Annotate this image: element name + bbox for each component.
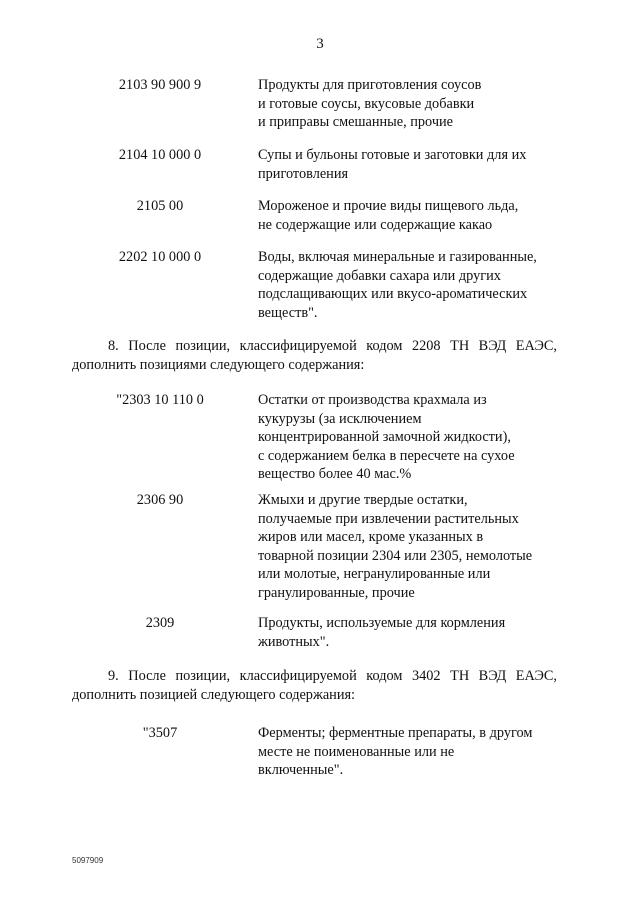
tariff-description: [258, 724, 578, 780]
description-line: подслащивающих или вкусо-ароматических: [258, 286, 528, 302]
description-line: включенные".: [258, 762, 344, 778]
tariff-code: "3507: [142, 725, 178, 741]
description-line: Супы и бульоны готовые и заготовки для их: [258, 147, 527, 163]
description-line: Ферменты; ферментные препараты, в другом: [258, 725, 533, 741]
description-line: получаемые при извлечении растительных: [258, 510, 519, 527]
description-line: Мороженое и прочие виды пищевого льда,: [258, 198, 519, 214]
tariff-description: [258, 76, 578, 132]
description-line: веществ".: [258, 304, 318, 321]
tariff-code: 2309: [145, 615, 175, 631]
description-line: приготовления: [258, 165, 349, 182]
description-line: кукурузы (за исключением: [258, 410, 422, 427]
description-line: не содержащие или содержащие какао: [258, 216, 493, 233]
description-line: Продукты для приготовления соусов: [258, 77, 482, 93]
tariff-description: [258, 614, 578, 651]
description-line: гранулированные, прочие: [258, 584, 415, 601]
tariff-description: [258, 197, 578, 234]
description-line: содержащие добавки сахара или других: [258, 267, 501, 284]
description-line: жиров или масел, кроме указанных в: [258, 529, 484, 545]
paragraph-line: 9. После позиции, классифицируемой кодом 3402 ТН ВЭД ЕАЭС,: [108, 668, 557, 684]
paragraph-line: дополнить позицией следующего содержания:: [72, 686, 356, 703]
tariff-code: 2105 00: [136, 198, 184, 214]
paragraph-line: 8. После позиции, классифицируемой кодом 2208 ТН ВЭД ЕАЭС,: [108, 338, 557, 354]
paragraph-8: [72, 337, 557, 374]
document-id-footer: 5097909: [72, 856, 104, 865]
description-line: месте не поименованные или не: [258, 743, 455, 760]
tariff-description: [258, 491, 578, 602]
tariff-code: 2103 90 900 9: [118, 77, 202, 93]
description-line: Воды, включая минеральные и газированные,: [258, 249, 537, 265]
tariff-description: [258, 248, 578, 322]
description-line: Остатки от производства крахмала из: [258, 392, 487, 408]
paragraph-line: дополнить позициями следующего содержания:: [72, 356, 365, 373]
tariff-code: "2303 10 110 0: [116, 392, 204, 408]
page-number: 3: [316, 36, 324, 52]
paragraph-9: [72, 667, 557, 704]
description-line: Продукты, используемые для кормления: [258, 615, 506, 631]
description-line: или молотые, негранулированные или: [258, 566, 491, 582]
description-line: и приправы смешанные, прочие: [258, 114, 454, 130]
description-line: Жмыхи и другие твердые остатки,: [258, 492, 468, 508]
tariff-code: 2306 90: [136, 492, 184, 508]
description-line: животных".: [258, 633, 330, 650]
description-line: концентрированной замочной жидкости),: [258, 429, 511, 445]
description-line: вещество более 40 мас.%: [258, 466, 412, 482]
description-line: и готовые соусы, вкусовые добавки: [258, 95, 475, 112]
description-line: товарной позиции 2304 или 2305, немолотые: [258, 547, 533, 564]
tariff-code: 2202 10 000 0: [118, 249, 202, 265]
description-line: с содержанием белка в пересчете на сухое: [258, 447, 515, 464]
tariff-description: [258, 391, 578, 484]
tariff-code: 2104 10 000 0: [118, 147, 202, 163]
tariff-description: [258, 146, 578, 183]
